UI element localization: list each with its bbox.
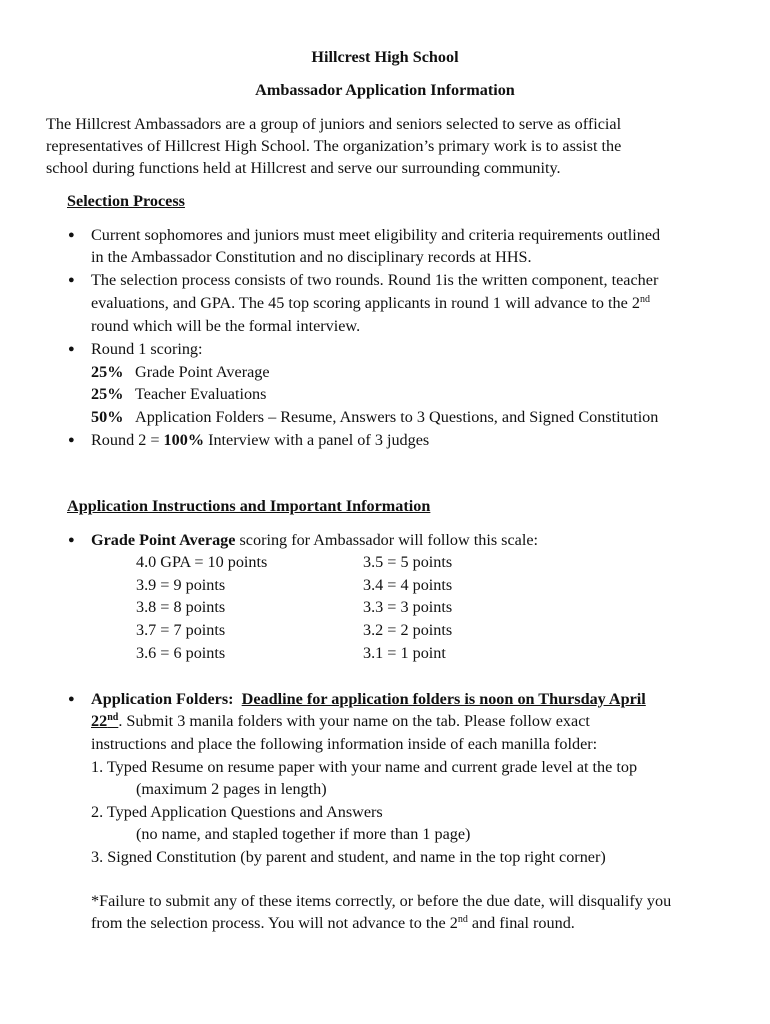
selection-heading: Selection Process [67, 192, 185, 210]
gpa-left-4: 3.6 = 6 points [136, 644, 226, 662]
gpa-right-4: 3.1 = 1 point [363, 644, 446, 662]
score-row-folders: 50% Application Folders – Resume, Answers to 3 Questions, and Signed Constitution [91, 408, 659, 426]
score-row-gpa: 25% Grade Point Average [91, 363, 270, 381]
gpa-left-3: 3.7 = 7 points [136, 621, 226, 639]
selection-bullet-2-line-2: evaluations, and GPA. The 45 top scoring applicants in round 1 will advance to the 2nd [91, 294, 650, 312]
bullet-icon: ● [68, 534, 75, 546]
failure-line-1: *Failure to submit any of these items correctly, or before the due date, will disqualify you [91, 892, 672, 910]
folders-line-3: instructions and place the following information inside of each manilla folder: [91, 735, 598, 753]
folder-item-3: 3. Signed Constitution (by parent and student, and name in the top right corner) [91, 848, 606, 866]
selection-bullet-1-line-2: in the Ambassador Constitution and no disciplinary records at HHS. [91, 248, 532, 266]
folder-item-1: 1. Typed Resume on resume paper with your name and current grade level at the top [91, 758, 638, 776]
bullet-icon: ● [68, 693, 75, 705]
bullet-icon: ● [68, 434, 75, 446]
selection-bullet-2-line-1: The selection process consists of two rounds. Round 1is the written component, teacher [91, 271, 659, 289]
school-name: Hillcrest High School [311, 48, 459, 66]
failure-line-2: from the selection process. You will not advance to the 2nd and final round. [91, 914, 575, 932]
folders-line-2: 22nd. Submit 3 manila folders with your name on the tab. Please follow exact [91, 712, 590, 730]
folder-item-2: 2. Typed Application Questions and Answers [91, 803, 383, 821]
gpa-right-0: 3.5 = 5 points [363, 553, 453, 571]
gpa-left-2: 3.8 = 8 points [136, 598, 226, 616]
gpa-right-2: 3.3 = 3 points [363, 598, 453, 616]
bullet-icon: ● [68, 343, 75, 355]
folder-item-1-sub: (maximum 2 pages in length) [136, 780, 327, 798]
bullet-icon: ● [68, 274, 75, 286]
score-row-teacher: 25% Teacher Evaluations [91, 385, 267, 403]
selection-bullet-2-line-3: round which will be the formal interview. [91, 317, 361, 335]
gpa-left-0: 4.0 GPA = 10 points [136, 553, 268, 571]
page-title: Ambassador Application Information [255, 81, 515, 99]
intro-line-1: The Hillcrest Ambassadors are a group of juniors and seniors selected to serve as official [46, 115, 622, 133]
folders-line-1: Application Folders: Deadline for application folders is noon on Thursday April [91, 690, 646, 708]
gpa-left-1: 3.9 = 9 points [136, 576, 226, 594]
intro-line-3: school during functions held at Hillcrest and serve our surrounding community. [46, 159, 561, 177]
instructions-heading: Application Instructions and Important Information [67, 497, 431, 515]
gpa-right-1: 3.4 = 4 points [363, 576, 453, 594]
round2-line: Round 2 = 100% Interview with a panel of 3 judges [91, 431, 430, 449]
gpa-right-3: 3.2 = 2 points [363, 621, 453, 639]
bullet-icon: ● [68, 229, 75, 241]
folder-item-2-sub: (no name, and stapled together if more than 1 page) [136, 825, 471, 843]
intro-line-2: representatives of Hillcrest High School. The organization’s primary work is to assist the [46, 137, 622, 155]
round1-scoring-label: Round 1 scoring: [91, 340, 203, 358]
selection-bullet-1-line-1: Current sophomores and juniors must meet eligibility and criteria requirements outlined [91, 226, 661, 244]
gpa-intro: Grade Point Average scoring for Ambassador will follow this scale: [91, 531, 539, 549]
